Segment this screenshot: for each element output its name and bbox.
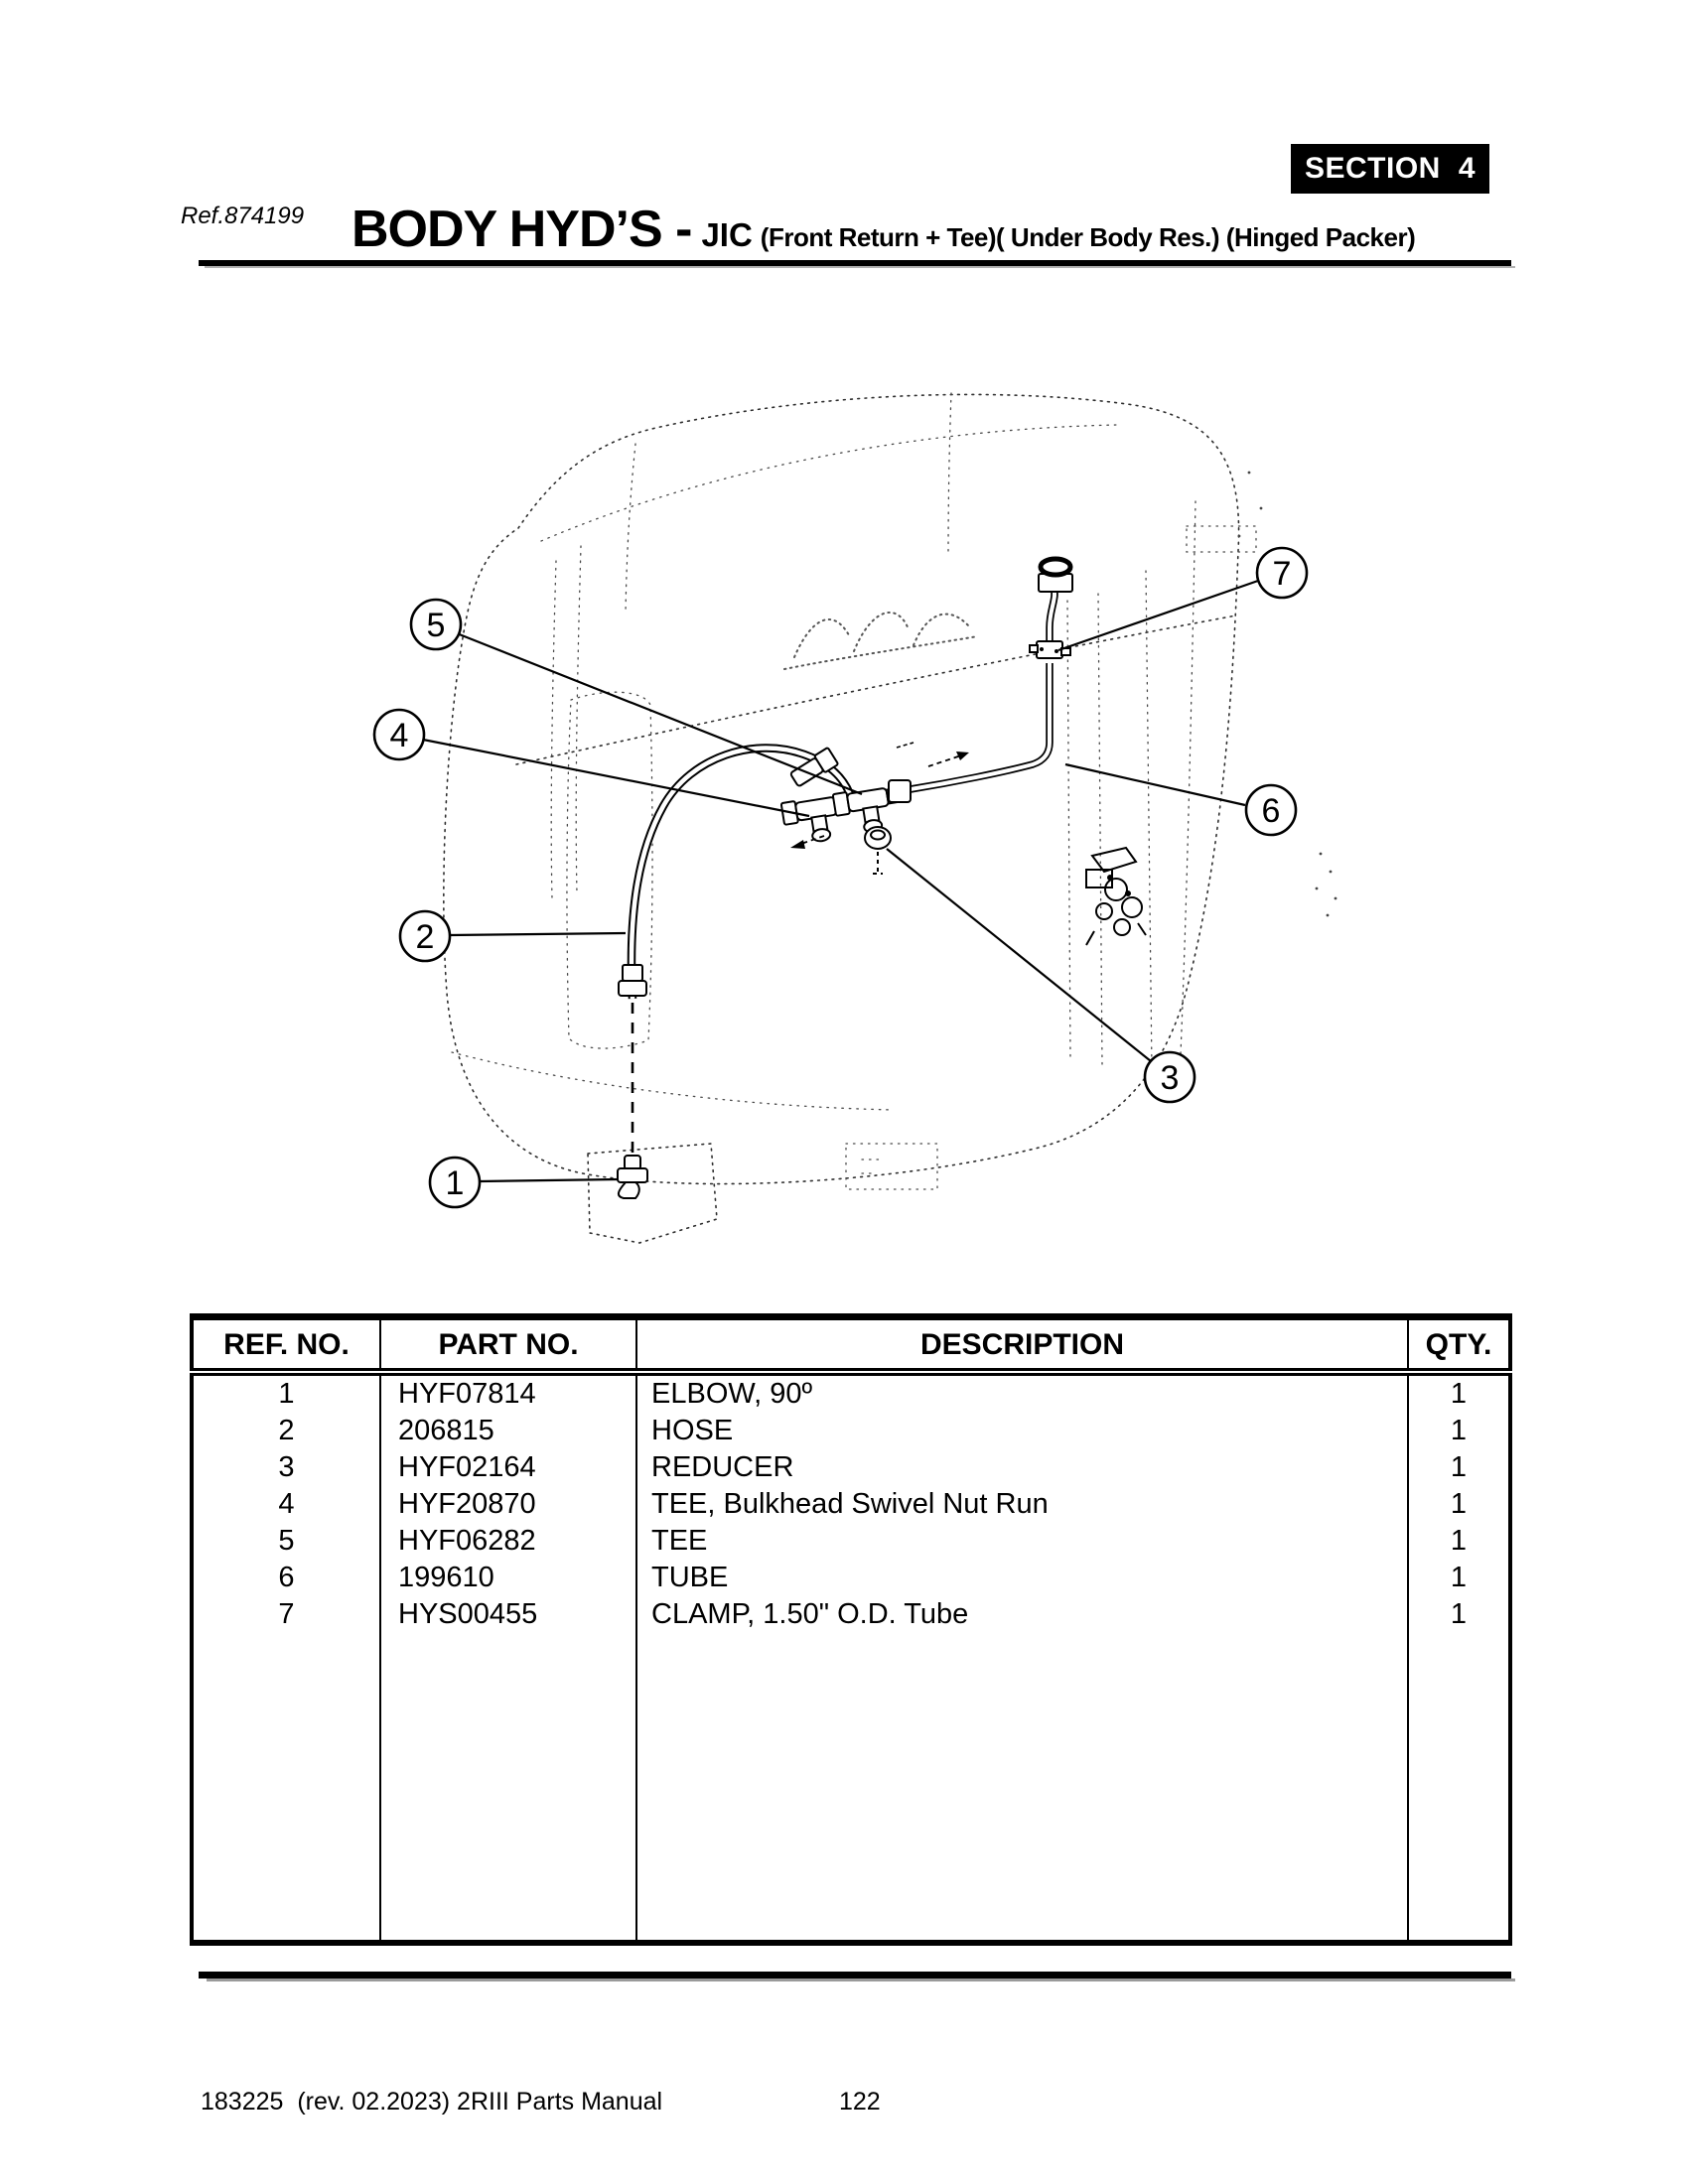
callout-4-label: 4 xyxy=(389,717,409,754)
cell-desc: CLAMP, 1.50" O.D. Tube xyxy=(636,1596,1408,1633)
title-rule-shadow xyxy=(205,266,1515,268)
callout-4 xyxy=(374,710,424,759)
header-part-no: PART NO. xyxy=(380,1317,636,1373)
cell-qty: 1 xyxy=(1408,1486,1510,1523)
header-description: DESCRIPTION xyxy=(636,1317,1408,1373)
callout-2 xyxy=(400,911,450,961)
tube xyxy=(889,559,1072,802)
cell-desc: HOSE xyxy=(636,1413,1408,1449)
header-qty: QTY. xyxy=(1408,1317,1510,1373)
cell-ref: 2 xyxy=(278,1415,295,1446)
tube-clamp xyxy=(1030,641,1070,658)
cell-ref: 7 xyxy=(278,1598,295,1630)
cell-ref: 6 xyxy=(278,1562,295,1593)
hose-end-nut xyxy=(619,981,646,996)
table-row xyxy=(192,1486,1510,1523)
callout-3-label: 3 xyxy=(1160,1059,1180,1097)
cell-qty: 1 xyxy=(1408,1560,1510,1596)
machine-logo-icon xyxy=(784,613,978,669)
exploded-parts-diagram xyxy=(348,367,1410,1291)
cell-desc: ELBOW, 90º xyxy=(636,1372,1408,1413)
cell-qty: 1 xyxy=(1408,1523,1510,1560)
cell-part: HYF06282 xyxy=(380,1523,636,1560)
ref-number: Ref.874199 xyxy=(181,203,305,229)
cell-part: HYF02164 xyxy=(380,1449,636,1486)
callout-3 xyxy=(1145,1052,1195,1102)
tube-cap xyxy=(1041,559,1070,575)
callout-2-label: 2 xyxy=(415,918,435,956)
tube-nut xyxy=(889,780,911,802)
table-row xyxy=(192,1413,1510,1449)
parts-table xyxy=(190,1313,1512,1946)
callout-5-label: 5 xyxy=(426,607,446,644)
table-row xyxy=(192,1560,1510,1596)
cell-ref: 1 xyxy=(278,1378,295,1410)
cell-qty: 1 xyxy=(1408,1372,1510,1413)
table-row xyxy=(192,1596,1510,1633)
section-number: 4 xyxy=(1458,152,1476,185)
hose-ferrule xyxy=(623,965,642,981)
table-filler-row xyxy=(192,1633,1510,1943)
callout-6-label: 6 xyxy=(1261,792,1281,830)
footer-page-number: 122 xyxy=(839,2088,881,2116)
cell-part: HYS00455 xyxy=(380,1596,636,1633)
machine-body-outline xyxy=(444,393,1337,1243)
page-title-main: BODY HYD’S - xyxy=(352,201,692,258)
cell-ref: 4 xyxy=(278,1488,295,1520)
leader-lines xyxy=(423,581,1258,1181)
callout-6 xyxy=(1246,785,1296,835)
cell-part: 199610 xyxy=(380,1560,636,1596)
cell-part: 206815 xyxy=(380,1413,636,1449)
callout-1 xyxy=(430,1158,480,1207)
valve-assembly xyxy=(1086,848,1146,945)
cell-qty: 1 xyxy=(1408,1413,1510,1449)
page-title xyxy=(352,201,1416,258)
footer-document-id: 183225 (rev. 02.2023) 2RIII Parts Manual xyxy=(201,2088,663,2116)
callout-1-label: 1 xyxy=(445,1164,465,1202)
footer-rule-shadow xyxy=(207,1979,1515,1981)
cell-ref: 3 xyxy=(278,1451,295,1483)
cell-ref: 5 xyxy=(278,1525,295,1557)
header-ref-no: REF. NO. xyxy=(192,1317,380,1373)
page-title-code: JIC xyxy=(701,216,753,253)
footer-rule xyxy=(199,1972,1511,1979)
cell-qty: 1 xyxy=(1408,1596,1510,1633)
page-title-detail: (Front Return + Tee)( Under Body Res.) (Hinged Packer) xyxy=(760,222,1416,252)
cell-qty: 1 xyxy=(1408,1449,1510,1486)
cell-desc: TEE xyxy=(636,1523,1408,1560)
cell-part: HYF20870 xyxy=(380,1486,636,1523)
table-row xyxy=(192,1523,1510,1560)
section-label: SECTION xyxy=(1305,152,1441,185)
reducer-fitting xyxy=(865,827,891,874)
cell-desc: REDUCER xyxy=(636,1449,1408,1486)
cell-desc: TUBE xyxy=(636,1560,1408,1596)
callout-7-label: 7 xyxy=(1272,555,1292,593)
table-row xyxy=(192,1372,1510,1413)
section-badge xyxy=(1291,144,1489,194)
cell-desc: TEE, Bulkhead Swivel Nut Run xyxy=(636,1486,1408,1523)
callout-5 xyxy=(411,600,461,649)
callout-7 xyxy=(1257,548,1307,598)
elbow-fitting xyxy=(618,1156,647,1198)
parts-table-header-row xyxy=(192,1317,1510,1373)
stray-dots xyxy=(1238,472,1337,917)
table-row xyxy=(192,1449,1510,1486)
cell-part: HYF07814 xyxy=(380,1372,636,1413)
